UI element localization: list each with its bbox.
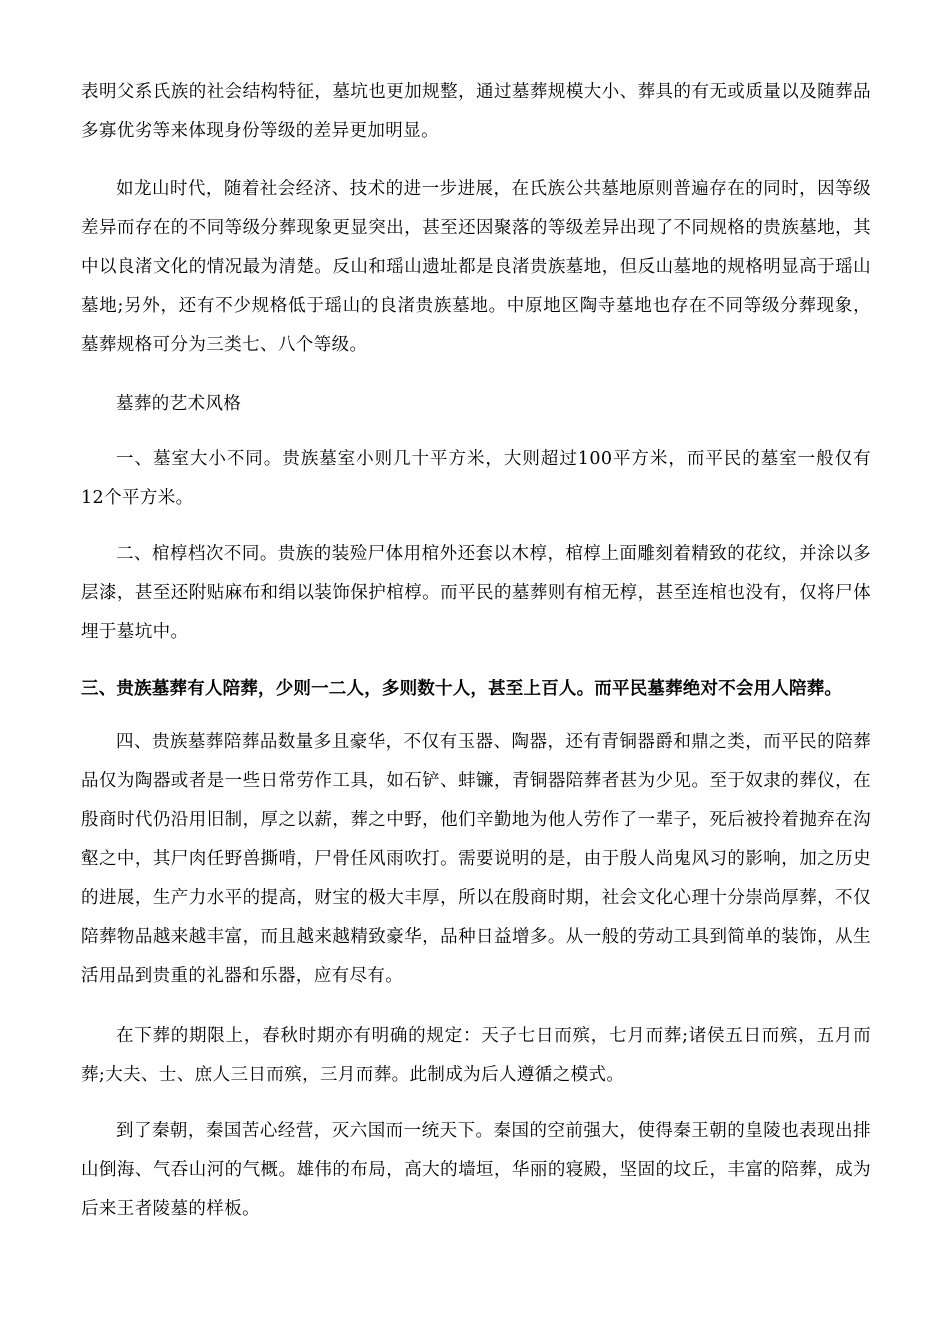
paragraph-point-4: 四、贵族墓葬陪葬品数量多且豪华，不仅有玉器、陶器，还有青铜器爵和鼎之类，而平民的陪葬品仅为陶器或者是一些日常劳作工具，如石铲、蚌镰，青铜器陪葬者甚为少见。至于奴隶的葬仪，在殷商时代仍沿用旧制，厚之以薪，葬之中野，他们辛勤地为他人劳作了一辈子，死后被拎着抛弃在沟壑之中，其尸肉任野兽撕啃，尸骨任风雨吹打。需要说明的是，由于殷人尚鬼风习的影响，加之历史的进展，生产力水平的提高，财宝的极大丰厚，所以在殷商时期，社会文化心理十分崇尚厚葬，不仅陪葬物品越来越丰富，而且越来越精致豪华，品种日益增多。从一般的劳动工具到简单的装饰，从生活用品到贵重的礼器和乐器，应有尽有。 xyxy=(81,732,871,986)
paragraph-qin-dynasty: 到了秦朝，秦国苦心经营，灭六国而一统天下。秦国的空前强大，使得秦王朝的皇陵也表现出排山倒海、气吞山河的气概。雄伟的布局，高大的墙垣，华丽的寝殿，坚固的坟丘，丰富的陪葬，成为后来王者陵墓的样板。 xyxy=(81,1121,871,1219)
paragraph-continuation: 表明父系氏族的社会结构特征，墓坑也更加规整，通过墓葬规模大小、葬具的有无或质量以及随葬品多寡优劣等来体现身份等级的差异更加明显。 xyxy=(81,82,871,141)
paragraph-point-3-bold: 三、贵族墓葬有人陪葬，少则一二人，多则数十人，甚至上百人。而平民墓葬绝对不会用人陪葬。 xyxy=(81,679,843,699)
paragraph-longshan: 如龙山时代，随着社会经济、技术的进一步进展，在氏族公共墓地原则普遍存在的同时，因等级差异而存在的不同等级分葬现象更显突出，甚至还因聚落的等级差异出现了不同规格的贵族墓地，其中以良渚文化的情况最为清楚。反山和瑶山遗址都是良渚贵族墓地，但反山墓地的规格明显高于瑶山墓地;另外，还有不少规格低于瑶山的良渚贵族墓地。中原地区陶寺墓地也存在不同等级分葬现象，墓葬规格可分为三类七、八个等级。 xyxy=(81,179,871,355)
section-heading-art-style: 墓葬的艺术风格 xyxy=(116,394,242,414)
paragraph-burial-period: 在下葬的期限上，春秋时期亦有明确的规定：天子七日而殡，七月而葬;诸侯五日而殡，五月而葬;大夫、士、庶人三日而殡，三月而葬。此制成为后人遵循之模式。 xyxy=(81,1026,871,1085)
paragraph-point-2: 二、棺椁档次不同。贵族的装殓尸体用棺外还套以木椁，棺椁上面雕刻着精致的花纹，并涂以多层漆，甚至还附贴麻布和绢以装饰保护棺椁。而平民的墓葬则有棺无椁，甚至连棺也没有，仅将尸体埋于墓坑中。 xyxy=(81,544,871,642)
paragraph-point-1: 一、墓室大小不同。贵族墓室小则几十平方米，大则超过100平方米，而平民的墓室一般仅有12个平方米。 xyxy=(81,449,871,508)
